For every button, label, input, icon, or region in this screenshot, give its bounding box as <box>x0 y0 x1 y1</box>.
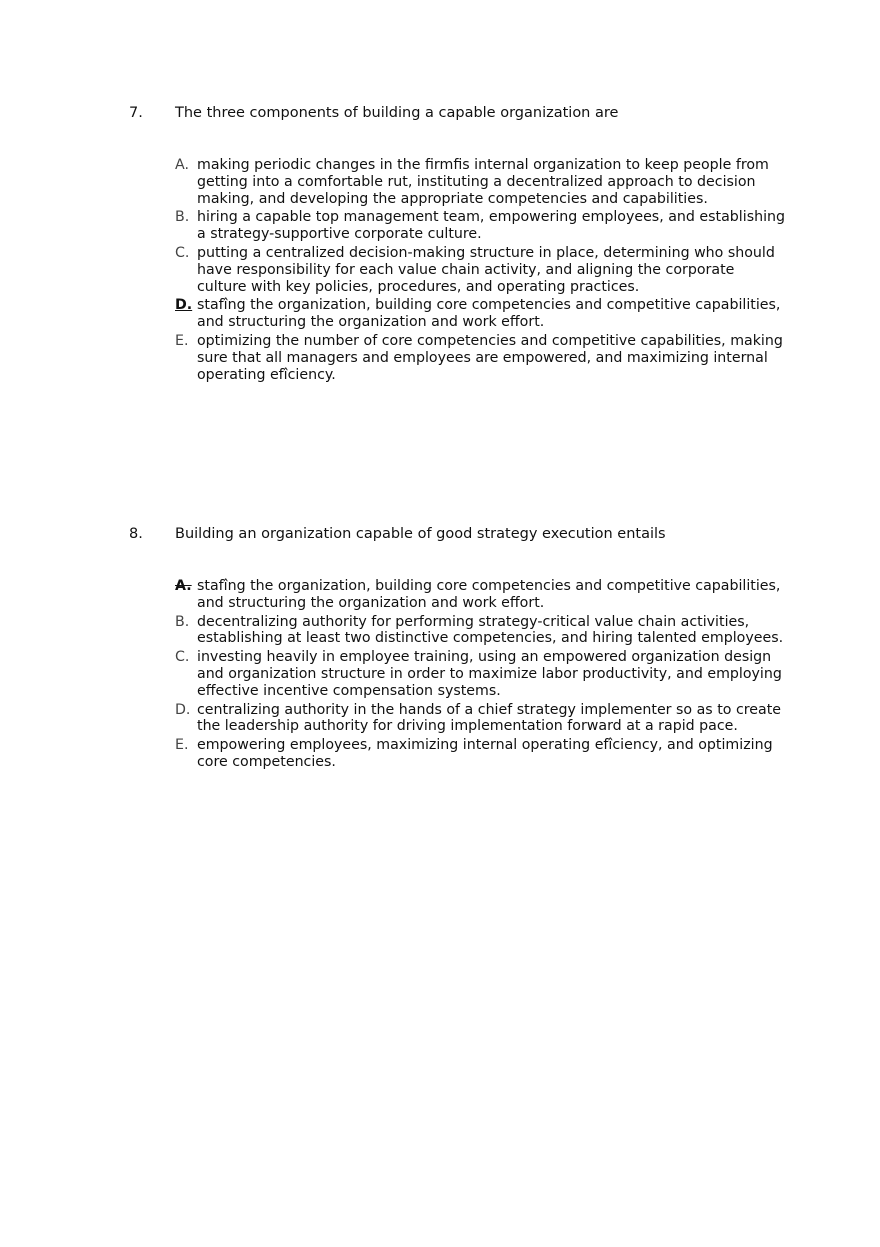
option-letter: B. <box>175 209 190 226</box>
option-text: empowering employees, maximizing internal operating efîciency, and optimizing core competencies. <box>197 737 773 770</box>
question-stem <box>0 525 880 545</box>
option-text: optimizing the number of core competencies and competitive capabilities, making sure that all managers and employees are empowered, and maximizing internal operating efîciency. <box>197 332 783 383</box>
option-d-correct <box>175 297 785 331</box>
option-c <box>175 245 785 295</box>
question-text: Building an organization capable of good strategy execution entails <box>175 526 666 542</box>
option-c <box>175 649 785 699</box>
option-letter-correct: A. <box>175 578 192 594</box>
question-stem <box>0 104 880 124</box>
option-text: decentralizing authority for performing strategy-critical value chain activities, establishing at least two distinctive competencies, and hiring talented employees. <box>197 613 784 647</box>
option-letter-correct: D. <box>175 297 193 314</box>
question-8 <box>0 525 880 770</box>
option-a <box>175 157 785 207</box>
option-letter: D. <box>175 701 191 718</box>
answer-options <box>175 157 785 385</box>
option-letter: C. <box>175 244 190 261</box>
option-b <box>175 209 785 243</box>
option-text: investing heavily in employee training, using an empowered organization design and organization structure in order to maximize labor productivity, and employing effective incentive compensation systems. <box>197 649 782 699</box>
option-text: stafîng the organization, building core competencies and competitive capabilities, and structuring the organization and work effort. <box>197 578 781 611</box>
option-e <box>175 333 785 383</box>
option-letter: E. <box>175 332 189 349</box>
option-text: hiring a capable top management team, empowering employees, and establishing a strategy-supportive corporate culture. <box>197 209 786 243</box>
option-letter: C. <box>175 649 190 666</box>
question-number: 7. <box>129 105 143 121</box>
option-letter: E. <box>175 737 189 754</box>
option-d <box>175 702 785 736</box>
question-text: The three components of building a capable organization are <box>175 105 619 121</box>
option-letter: B. <box>175 613 190 630</box>
option-e <box>175 737 785 771</box>
option-b <box>175 614 785 648</box>
answer-options <box>175 578 785 773</box>
option-a-correct <box>175 578 785 612</box>
option-text: putting a centralized decision-making structure in place, determining who should have responsibility for each value chain activity, and aligning the corporate culture with key policies, procedures, and operating practices. <box>197 244 775 295</box>
question-7 <box>0 104 880 383</box>
option-text: centralizing authority in the hands of a chief strategy implementer so as to create the leadership authority for driving implementation forward at a rapid pace. <box>197 701 781 735</box>
option-letter: A. <box>175 157 189 173</box>
option-text: making periodic changes in the firmfis internal organization to keep people from getting into a comfortable rut, instituting a decentralized approach to decision making, and developing the appropriate competencies and capabilities. <box>197 157 769 207</box>
option-text: stafîng the organization, building core competencies and competitive capabilities, and structuring the organization and work effort. <box>197 297 781 331</box>
question-number: 8. <box>129 526 143 542</box>
